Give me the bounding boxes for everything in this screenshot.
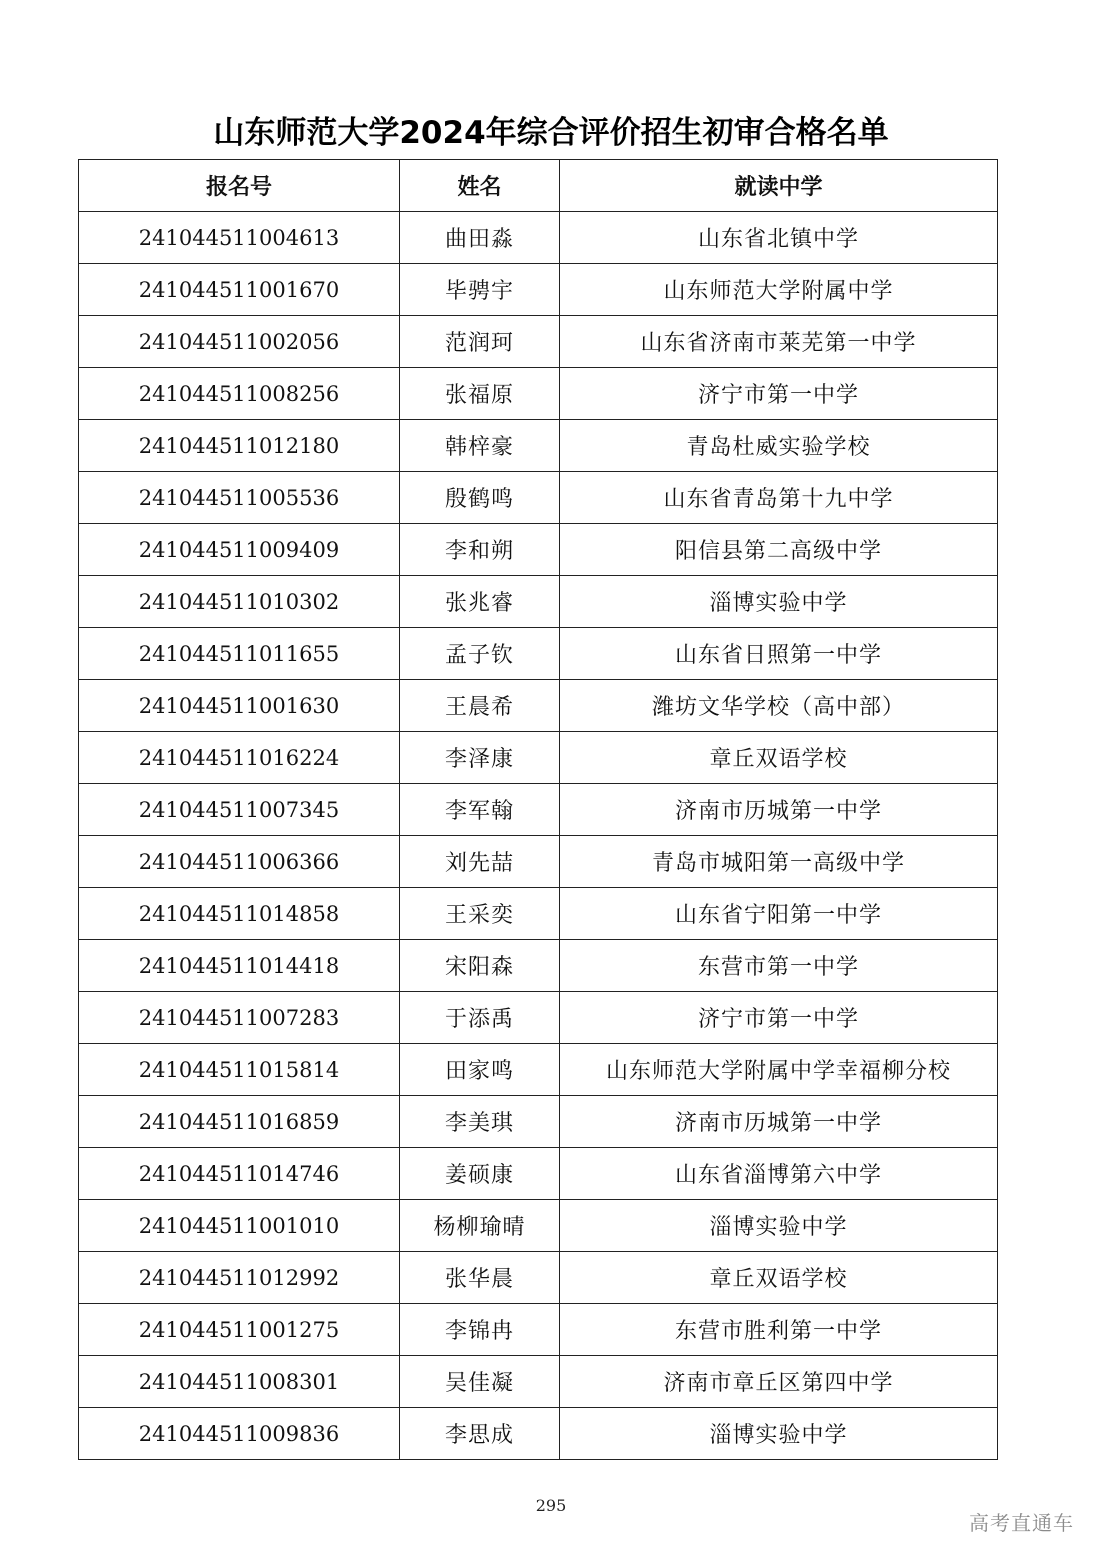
cell-school: 山东省北镇中学 bbox=[560, 212, 998, 264]
table-row bbox=[79, 628, 998, 680]
table-row bbox=[79, 576, 998, 628]
table-row bbox=[79, 368, 998, 420]
watermark-logo-text: 高考直通车 bbox=[969, 1511, 1074, 1535]
cell-school: 济南市章丘区第四中学 bbox=[560, 1356, 998, 1408]
cell-student-name: 张福原 bbox=[400, 368, 560, 420]
table-row bbox=[79, 1148, 998, 1200]
cell-school: 淄博实验中学 bbox=[560, 1200, 998, 1252]
cell-student-name: 张兆睿 bbox=[400, 576, 560, 628]
cell-registration-id: 241044511008256 bbox=[79, 368, 400, 420]
table-row bbox=[79, 524, 998, 576]
cell-registration-id: 241044511007283 bbox=[79, 992, 400, 1044]
cell-school: 济南市历城第一中学 bbox=[560, 784, 998, 836]
cell-registration-id: 241044511001630 bbox=[79, 680, 400, 732]
cell-student-name: 曲田淼 bbox=[400, 212, 560, 264]
cell-student-name: 李军翰 bbox=[400, 784, 560, 836]
table-row bbox=[79, 732, 998, 784]
cell-school: 济宁市第一中学 bbox=[560, 368, 998, 420]
cell-student-name: 殷鹤鸣 bbox=[400, 472, 560, 524]
table-row bbox=[79, 1096, 998, 1148]
cell-school: 济宁市第一中学 bbox=[560, 992, 998, 1044]
cell-student-name: 宋阳森 bbox=[400, 940, 560, 992]
cell-registration-id: 241044511014746 bbox=[79, 1148, 400, 1200]
cell-registration-id: 241044511005536 bbox=[79, 472, 400, 524]
cell-registration-id: 241044511015814 bbox=[79, 1044, 400, 1096]
cell-school: 山东省宁阳第一中学 bbox=[560, 888, 998, 940]
table-row bbox=[79, 1200, 998, 1252]
cell-school: 东营市第一中学 bbox=[560, 940, 998, 992]
cell-registration-id: 241044511012992 bbox=[79, 1252, 400, 1304]
table-row bbox=[79, 1304, 998, 1356]
cell-registration-id: 241044511001010 bbox=[79, 1200, 400, 1252]
column-header-name: 姓名 bbox=[400, 160, 560, 212]
table-row bbox=[79, 888, 998, 940]
cell-school: 潍坊文华学校（高中部） bbox=[560, 680, 998, 732]
cell-registration-id: 241044511006366 bbox=[79, 836, 400, 888]
cell-school: 山东省淄博第六中学 bbox=[560, 1148, 998, 1200]
cell-registration-id: 241044511008301 bbox=[79, 1356, 400, 1408]
cell-student-name: 范润珂 bbox=[400, 316, 560, 368]
cell-school: 山东师范大学附属中学 bbox=[560, 264, 998, 316]
cell-registration-id: 241044511002056 bbox=[79, 316, 400, 368]
cell-registration-id: 241044511004613 bbox=[79, 212, 400, 264]
page-number: 295 bbox=[535, 1496, 567, 1515]
cell-registration-id: 241044511007345 bbox=[79, 784, 400, 836]
cell-student-name: 王采奕 bbox=[400, 888, 560, 940]
cell-school: 淄博实验中学 bbox=[560, 1408, 998, 1460]
table-header-row bbox=[79, 160, 998, 212]
column-header-school: 就读中学 bbox=[560, 160, 998, 212]
cell-student-name: 刘先喆 bbox=[400, 836, 560, 888]
cell-student-name: 吴佳凝 bbox=[400, 1356, 560, 1408]
table-row bbox=[79, 1356, 998, 1408]
table-row bbox=[79, 472, 998, 524]
cell-registration-id: 241044511010302 bbox=[79, 576, 400, 628]
cell-student-name: 姜硕康 bbox=[400, 1148, 560, 1200]
cell-student-name: 李锦冉 bbox=[400, 1304, 560, 1356]
cell-school: 青岛杜威实验学校 bbox=[560, 420, 998, 472]
cell-student-name: 李泽康 bbox=[400, 732, 560, 784]
cell-registration-id: 241044511012180 bbox=[79, 420, 400, 472]
cell-school: 章丘双语学校 bbox=[560, 1252, 998, 1304]
table-row bbox=[79, 316, 998, 368]
cell-school: 淄博实验中学 bbox=[560, 576, 998, 628]
cell-student-name: 李思成 bbox=[400, 1408, 560, 1460]
cell-student-name: 张华晨 bbox=[400, 1252, 560, 1304]
cell-school: 山东省青岛第十九中学 bbox=[560, 472, 998, 524]
cell-registration-id: 241044511014418 bbox=[79, 940, 400, 992]
cell-school: 山东省日照第一中学 bbox=[560, 628, 998, 680]
cell-school: 济南市历城第一中学 bbox=[560, 1096, 998, 1148]
cell-student-name: 杨柳瑜晴 bbox=[400, 1200, 560, 1252]
table-row bbox=[79, 836, 998, 888]
cell-registration-id: 241044511001670 bbox=[79, 264, 400, 316]
table-row bbox=[79, 212, 998, 264]
table-row bbox=[79, 680, 998, 732]
cell-registration-id: 241044511016859 bbox=[79, 1096, 400, 1148]
cell-school: 山东省济南市莱芜第一中学 bbox=[560, 316, 998, 368]
cell-student-name: 王晨希 bbox=[400, 680, 560, 732]
column-header-id: 报名号 bbox=[79, 160, 400, 212]
table-row bbox=[79, 784, 998, 836]
table-row bbox=[79, 940, 998, 992]
cell-student-name: 李和朔 bbox=[400, 524, 560, 576]
cell-school: 章丘双语学校 bbox=[560, 732, 998, 784]
table-row bbox=[79, 264, 998, 316]
cell-student-name: 李美琪 bbox=[400, 1096, 560, 1148]
table-row bbox=[79, 1044, 998, 1096]
cell-school: 东营市胜利第一中学 bbox=[560, 1304, 998, 1356]
cell-school: 山东师范大学附属中学幸福柳分校 bbox=[560, 1044, 998, 1096]
table-row bbox=[79, 420, 998, 472]
cell-registration-id: 241044511001275 bbox=[79, 1304, 400, 1356]
cell-school: 青岛市城阳第一高级中学 bbox=[560, 836, 998, 888]
cell-registration-id: 241044511009409 bbox=[79, 524, 400, 576]
cell-student-name: 毕骋宇 bbox=[400, 264, 560, 316]
cell-registration-id: 241044511016224 bbox=[79, 732, 400, 784]
cell-registration-id: 241044511011655 bbox=[79, 628, 400, 680]
cell-student-name: 孟子钦 bbox=[400, 628, 560, 680]
cell-student-name: 田家鸣 bbox=[400, 1044, 560, 1096]
roster-table bbox=[78, 159, 998, 1460]
table-row bbox=[79, 1408, 998, 1460]
cell-school: 阳信县第二高级中学 bbox=[560, 524, 998, 576]
table-body bbox=[79, 212, 998, 1460]
cell-student-name: 于添禹 bbox=[400, 992, 560, 1044]
table-row bbox=[79, 1252, 998, 1304]
cell-registration-id: 241044511014858 bbox=[79, 888, 400, 940]
cell-student-name: 韩梓豪 bbox=[400, 420, 560, 472]
page-title: 山东师范大学2024年综合评价招生初审合格名单 bbox=[213, 115, 889, 151]
cell-registration-id: 241044511009836 bbox=[79, 1408, 400, 1460]
table-row bbox=[79, 992, 998, 1044]
